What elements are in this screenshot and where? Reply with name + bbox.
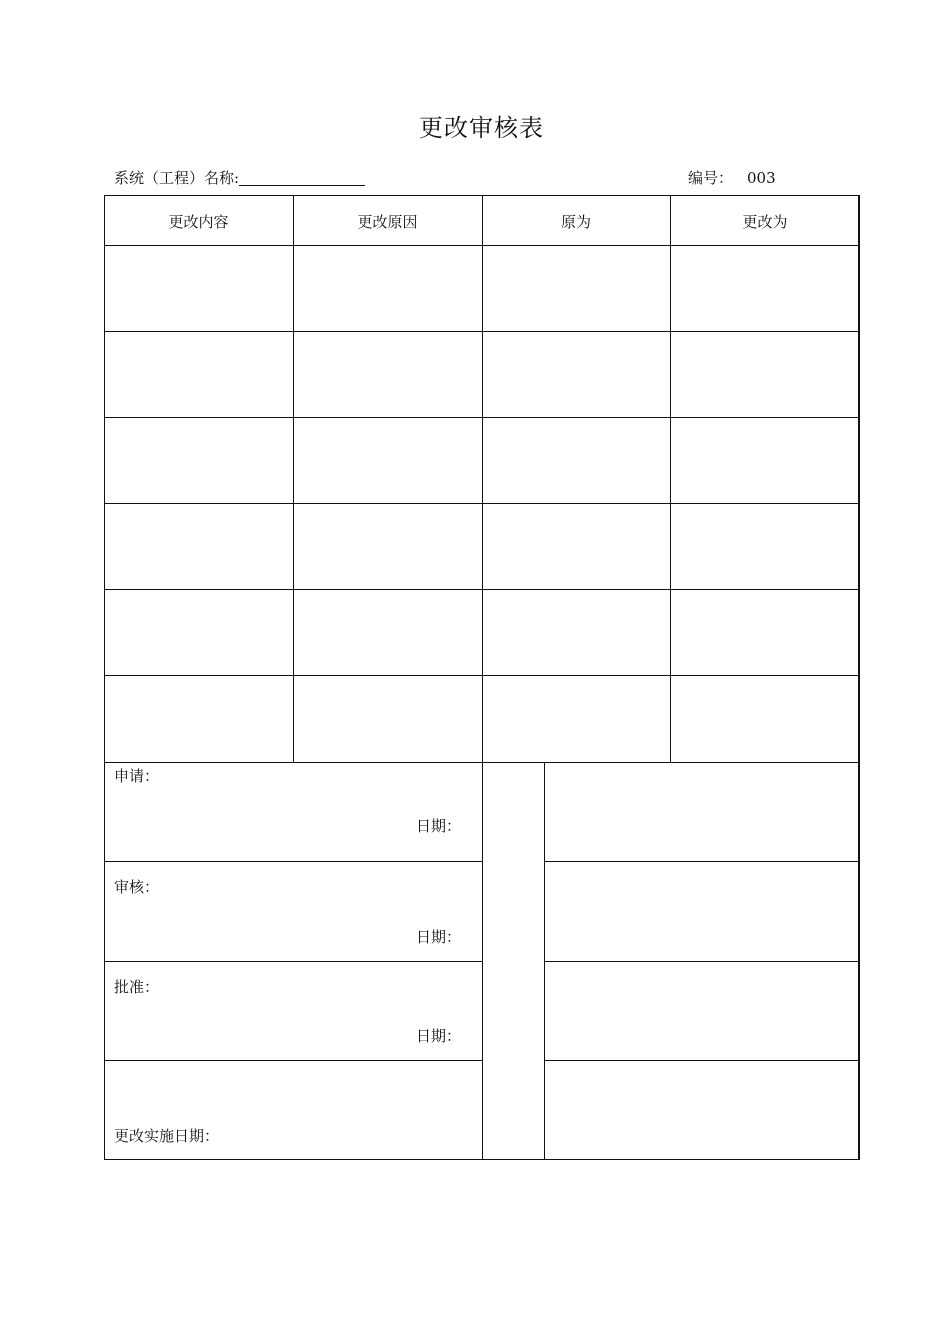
review-label: 审核： — [114, 878, 160, 896]
column-divider — [293, 195, 294, 762]
system-name-blank[interactable] — [239, 168, 365, 186]
header-change-reason: 更改原因 — [357, 213, 418, 231]
signature-row-divider — [544, 1060, 860, 1061]
implement-date-label: 更改实施日期： — [114, 1127, 220, 1145]
column-divider — [670, 195, 671, 762]
approve-date-label: 日期： — [416, 1027, 462, 1045]
header-change-content: 更改内容 — [168, 213, 229, 231]
signature-row-divider — [544, 861, 860, 862]
approval-row-divider — [104, 861, 482, 862]
system-name-label: 系统（工程）名称: — [114, 169, 240, 187]
apply-date-label: 日期： — [416, 817, 462, 835]
approval-row-divider — [104, 1060, 482, 1061]
number-value: 003 — [747, 169, 776, 187]
review-date-label: 日期： — [416, 928, 462, 946]
column-divider — [482, 195, 483, 1160]
document-number — [688, 168, 776, 188]
approve-label: 批准： — [114, 978, 160, 996]
system-name-field — [114, 168, 365, 188]
signature-row-divider — [544, 961, 860, 962]
number-label: 编号： — [688, 169, 734, 187]
header-original: 原为 — [560, 213, 591, 231]
apply-label: 申请： — [114, 767, 160, 785]
page-title: 更改审核表 — [419, 114, 544, 142]
header-changed-to: 更改为 — [742, 213, 788, 231]
approval-row-divider — [104, 961, 482, 962]
